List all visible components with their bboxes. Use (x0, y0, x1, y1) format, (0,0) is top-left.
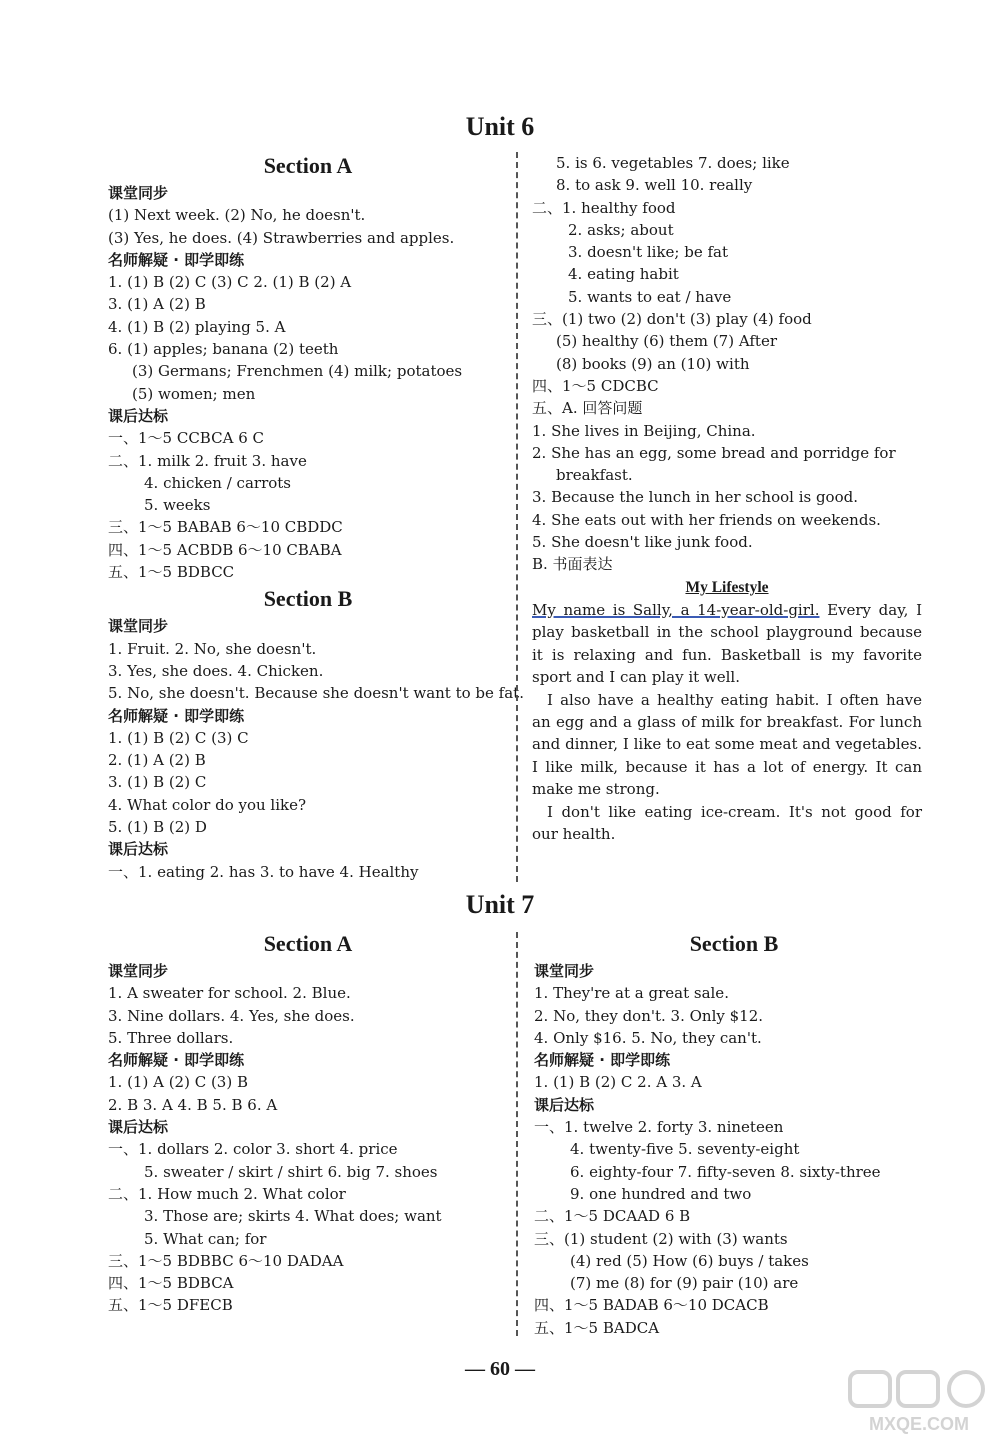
essay (532, 577, 922, 845)
answer-line: 五、1～5 DFECB (108, 1296, 233, 1315)
section-label: 名师解疑 · 即学即练 (108, 1051, 245, 1070)
answer-line: 四、1～5 BDBCA (108, 1274, 234, 1293)
answer-line: 3. Because the lunch in her school is good. (532, 488, 858, 507)
answer-line: 3. Those are; skirts 4. What does; want (144, 1207, 442, 1226)
answer-line: 5. is 6. vegetables 7. does; like (556, 154, 790, 172)
unit-7-title: Unit 7 (465, 890, 535, 919)
answer-line: 5. wants to eat / have (568, 287, 732, 306)
answer-line: 3. doesn't like; be fat (568, 243, 729, 262)
answer-line: 8. to ask 9. well 10. really (556, 176, 753, 195)
answer-line: 3. (1) A (2) B (108, 295, 206, 314)
answer-line: 2. She has an egg, some bread and porridge for (532, 443, 896, 462)
answer-line: 三、(1) student (2) with (3) wants (534, 1229, 788, 1248)
answer-line: 一、1. dollars 2. color 3. short 4. price (108, 1140, 398, 1159)
answer-line: 1. They're at a great sale. (534, 984, 729, 1003)
answer-line: 4. chicken / carrots (144, 473, 291, 492)
section-label: 名师解疑 · 即学即练 (108, 250, 245, 269)
answer-line: 1. She lives in Beijing, China. (532, 421, 756, 440)
answer-line: breakfast. (556, 466, 633, 485)
answer-line: (8) books (9) an (10) with (556, 354, 750, 373)
answer-line: 4. twenty-five 5. seventy-eight (570, 1140, 800, 1159)
answer-line: 4. What color do you like? (108, 795, 307, 814)
column-divider (516, 932, 518, 1336)
answer-line: 2. B 3. A 4. B 5. B 6. A (108, 1095, 278, 1114)
section-label: 课堂同步 (108, 962, 169, 980)
answer-line: 5. (1) B (2) D (108, 818, 207, 837)
answer-line: (1) Next week. (2) No, he doesn't. (108, 206, 366, 225)
answer-line: 二、1. milk 2. fruit 3. have (108, 451, 307, 470)
answer-line: 5. Three dollars. (108, 1028, 234, 1047)
answer-line: 一、1～5 CCBCA 6 C (108, 429, 264, 448)
answer-line: 1. (1) A (2) C (3) B (108, 1073, 248, 1092)
essay-underlined-text: My name is Sally, a 14-year-old-girl. (532, 601, 820, 619)
answer-line: 一、1. eating 2. has 3. to have 4. Healthy (108, 862, 419, 881)
section-label: 名师解疑 · 即学即练 (534, 1051, 671, 1070)
answer-line: 6. (1) apples; banana (2) teeth (108, 340, 339, 359)
answer-line: 5. No, she doesn't. Because she doesn't want to be fat. (108, 684, 524, 703)
section-label: 课堂同步 (534, 962, 595, 980)
answer-line: 5. weeks (144, 496, 211, 515)
section-label: 课后达标 (108, 1118, 169, 1137)
answer-line: B. 书面表达 (532, 555, 613, 574)
answer-line: 四、1～5 BADAB 6～10 DCACB (534, 1296, 769, 1315)
answer-line: (3) Yes, he does. (4) Strawberries and apples. (108, 228, 455, 247)
column-divider (516, 152, 518, 882)
unit-7-left-column (108, 928, 508, 1317)
unit-6-right-column (532, 152, 932, 576)
section-b-title: Section B (263, 586, 353, 612)
answer-line: 1. A sweater for school. 2. Blue. (108, 984, 351, 1003)
section-b-title: Section B (689, 931, 779, 956)
answer-line: 二、1. healthy food (532, 198, 676, 217)
answer-line: (4) red (5) How (6) buys / takes (570, 1251, 809, 1270)
answer-line: 四、1～5 ACBDB 6～10 CBABA (108, 540, 342, 559)
unit-6-left-column (108, 150, 524, 883)
answer-line: 5. She doesn't like junk food. (532, 533, 753, 552)
answer-line: 5. What can; for (144, 1229, 267, 1248)
essay-paragraph: I also have a healthy eating habit. I often have an egg and a glass of milk for breakfast. For lunch and dinner, I like to eat some meat and vegetables. I like milk, because it has a lot of energy. It can make me strong. (532, 690, 922, 799)
answer-line: 3. (1) B (2) C (108, 773, 207, 792)
answer-line: 2. asks; about (568, 220, 674, 239)
section-label: 课堂同步 (108, 184, 169, 202)
unit-7-right-column (534, 928, 934, 1339)
page-number: — 60 — (465, 1358, 535, 1380)
answer-line: 6. eighty-four 7. fifty-seven 8. sixty-three (570, 1162, 881, 1181)
section-label: 名师解疑 · 即学即练 (108, 706, 245, 725)
essay-title: My Lifestyle (685, 579, 769, 596)
answer-line: 4. eating habit (568, 265, 679, 284)
section-a-title: Section A (263, 153, 353, 178)
answer-line: 1. (1) B (2) C 2. A 3. A (534, 1073, 702, 1092)
answer-line: 5. sweater / skirt / shirt 6. big 7. shoes (144, 1162, 438, 1181)
answer-line: 三、1～5 BABAB 6～10 CBDDC (108, 518, 343, 537)
essay-paragraph (532, 599, 922, 689)
answer-line: (5) women; men (132, 384, 256, 403)
essay-text: Every day, I play basketball in the school playground because it is relaxing and fun. Basketball is my favorite sport and I can play it well. (532, 601, 922, 687)
answer-line: 1. (1) B (2) C (3) C (108, 728, 249, 747)
unit-6-title: Unit 6 (465, 112, 535, 141)
watermark-text: MXQE.COM (868, 1414, 970, 1434)
answer-line: 一、1. twelve 2. forty 3. nineteen (534, 1118, 784, 1137)
section-label: 课后达标 (534, 1095, 595, 1114)
answer-line: 2. (1) A (2) B (108, 751, 206, 770)
answer-line: 1. (1) B (2) C (3) C 2. (1) B (2) A (108, 273, 352, 292)
answer-line: (7) me (8) for (9) pair (10) are (570, 1274, 799, 1293)
answer-line: 4. Only $16. 5. No, they can't. (534, 1028, 762, 1047)
answer-line: 五、A. 回答问题 (532, 399, 643, 418)
essay-paragraph: I don't like eating ice-cream. It's not good for our health. (532, 802, 922, 844)
answer-line: 4. (1) B (2) playing 5. A (108, 317, 286, 336)
section-a-title: Section A (263, 931, 353, 956)
answer-line: 9. one hundred and two (570, 1184, 752, 1203)
section-label: 课后达标 (108, 840, 169, 859)
answer-line: 3. Yes, she does. 4. Chicken. (108, 661, 324, 680)
section-label: 课堂同步 (108, 617, 169, 636)
answer-line: 4. She eats out with her friends on weekends. (532, 510, 881, 529)
answer-line: 3. Nine dollars. 4. Yes, she does. (108, 1006, 355, 1025)
section-label: 课后达标 (108, 406, 169, 425)
answer-line: (3) Germans; Frenchmen (4) milk; potatoes (132, 362, 463, 381)
answer-line: 三、(1) two (2) don't (3) play (4) food (532, 310, 812, 329)
answer-line: 五、1～5 BADCA (534, 1318, 660, 1337)
answer-line: 1. Fruit. 2. No, she doesn't. (108, 639, 317, 658)
answer-line: 二、1～5 DCAAD 6 B (534, 1207, 691, 1226)
answer-line: 四、1～5 CDCBC (532, 376, 659, 395)
answer-line: 2. No, they don't. 3. Only $12. (534, 1006, 764, 1025)
answer-line: 三、1～5 BDBBC 6～10 DADAA (108, 1251, 344, 1270)
answer-line: 二、1. How much 2. What color (108, 1184, 346, 1203)
answer-line: 五、1～5 BDBCC (108, 563, 235, 582)
watermark-logo (844, 1368, 994, 1438)
answer-line: (5) healthy (6) them (7) After (556, 332, 778, 351)
